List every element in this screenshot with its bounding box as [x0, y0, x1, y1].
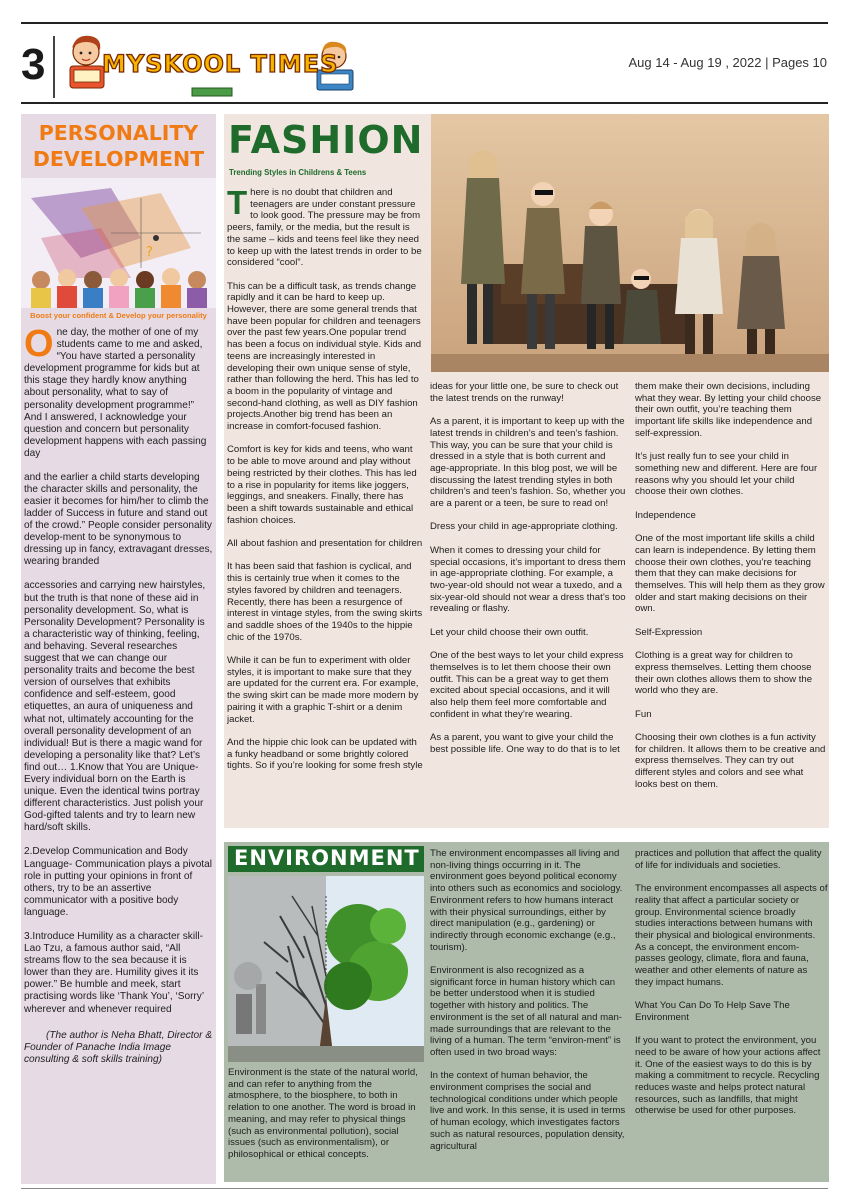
svg-text:?: ?: [146, 245, 153, 260]
fashion-paragraph: Let your child choose their own outfit.: [430, 626, 589, 638]
personality-paragraph: 3.Introduce Humility as a character skill- Lao Tzu, a famous author said, “All streams flow to the sea because it is lower than they are. Humility gives it its power.” Be humble and meek, start practising words like ‘Thank You’, ‘Sorry’ wherever and whenever required: [24, 931, 204, 1015]
personality-paragraph: and the earlier a child starts developing the character skills and personality, the easier it becomes for him/her to climb the ladder of Success in future and stand out of the crowd.” People consider personality develop-ment to be synonymous to dressing up in fancy, extravagant dresses, wearing branded: [24, 471, 213, 568]
masthead-bottom-rule: [21, 102, 828, 104]
environment-paragraph: practices and pollution that affect the quality of life for individuals and societies.: [635, 848, 822, 871]
environment-column-1: [228, 1067, 424, 1179]
personality-title: [21, 120, 216, 172]
fashion-column-3: [635, 381, 828, 826]
fashion-dropcap: T: [227, 187, 248, 221]
issue-date-pages: Aug 14 - Aug 19 , 2022 | Pages 10: [628, 55, 827, 70]
page-number: 3: [21, 40, 46, 89]
environment-column-2: [430, 848, 626, 1178]
fashion-paragraph: ideas for your little one, be sure to check out the latest trends on the runway!: [430, 381, 619, 404]
fashion-paragraph: As a parent, it is important to keep up with the latest trends in children’s and teen’s fashion. This way, you can be sure that your child is dressed in a style that is both current and age-appropriate. In this blog post, we will be discussing the latest trending styles in both children’s and teen’s fashion. So, whether you are a parent or a teen, be sure to read on!: [430, 416, 626, 510]
fashion-photo: [431, 114, 829, 372]
fashion-subheading: Fun: [635, 708, 652, 720]
environment-paragraph: In the context of human behavior, the environment comprises the social and technological conditions under which people live and work. In this sense, it is used in terms of human ecology, which investigates factors such as natural resources, population density, agricultural: [430, 1070, 626, 1152]
environment-title: ENVIRONMENT: [234, 846, 420, 870]
personality-first-text: ne day, the mother of one of my students came to me and asked, “You have started a personality development programme for kids but at this stage they hardly know anything about personality, what to say of personality development programme!” And I answered, I acknowledge your question and concern but personality development happens with each passing day: [24, 327, 207, 459]
fashion-paragraph: them make their own decisions, including what they wear. By letting your child choose their own outfit, you’re teaching them important life skills like independence and self-expression.: [635, 381, 822, 439]
fashion-paragraph: While it can be fun to experiment with older styles, it is important to make sure that they are updated for the current era. For example, the swing skirt can be made more modern by pairing it with a graphic T-shirt or a denim jacket.: [227, 655, 419, 725]
environment-subheading: What You Can Do To Help Save The Environment: [635, 1000, 790, 1023]
environment-column-3: [635, 848, 828, 1178]
fashion-first-paragraph: [227, 187, 423, 269]
fashion-subtitle: Trending Styles in Childrens & Teens: [229, 168, 367, 177]
fashion-title: FASHION: [228, 118, 424, 162]
fashion-paragraph: It has been said that fashion is cyclical, and this is certainly true when it comes to the styles favored by children and teenagers. Recently, there has been a resurgence of interest in vintage styles, from the swing skirts and saddle shoes of the 1940s to the hippie chic of the 1970s.: [227, 561, 423, 643]
environment-paragraph: The environment encompasses all living and non-living things occurring in it. The environment goes beyond political economy into others such as economics and sociology. Environment refers to how humans interact with their physical surroundings, either by direct manipulation (e.g., gardening) or indirectly through economic exchange (e.g., tourism).: [430, 848, 623, 953]
personality-caption: Boost your confident & Develop your personality: [30, 311, 207, 320]
fashion-paragraph: Clothing is a great way for children to express themselves. Letting them choose their own clothes allows them to show the world who they are.: [635, 650, 813, 697]
fashion-paragraph: All about fashion and presentation for children: [227, 538, 423, 550]
bottom-rule: [21, 1188, 828, 1189]
fashion-paragraph: It’s just really fun to see your child in something new and different. Here are four reasons why you should let your child choose their own clothes.: [635, 451, 818, 498]
personality-body: [24, 327, 213, 1172]
environment-paragraph: Environment is also recognized as a significant force in human history which can be better understood when it is studied together with history and politics. The environment is the set of all natural and man-made surroundings that are relevant to the living of a human. The term “environ-ment” is often used in two broad ways:: [430, 965, 622, 1058]
personality-first-paragraph: [24, 327, 213, 460]
personality-image: [21, 178, 216, 308]
personality-author-note: (The author is Neha Bhatt, Director & Founder of Panache India Image consulting & soft skills training): [24, 1029, 213, 1065]
fashion-kids-illustration: [431, 114, 829, 372]
environment-title-bar: [228, 846, 424, 872]
personality-title-line2: DEVELOPMENT: [32, 147, 205, 171]
fashion-paragraph: And the hippie chic look can be updated with a funky headband or some brightly colored tights. So if you’re looking for some fresh style: [227, 736, 423, 772]
personality-illustration: [21, 178, 216, 308]
personality-title-line1: PERSONALITY: [38, 121, 199, 145]
fashion-paragraph: Choosing their own clothes is a fun activity for children. It allows them to be creative and express themselves. They can try out different styles and colors and see what looks best on them.: [635, 731, 826, 790]
logo-text: MYSKOOL TIMES: [102, 50, 339, 78]
fashion-paragraph: This can be a difficult task, as trends change rapidly and it can be hard to keep up. However, there are some general trends that have been popular for children and teenagers over the past few years.One popular trend has been a focus on individual style. Kids and teens are increasingly interested in developing their own unique sense of style, rather than following the herd. This has led to a boom in the popularity of vintage and second-hand clothing, as well as DIY fashion projects.Another big trend has been an increase in comfort-focused fashion.: [227, 280, 422, 433]
fashion-paragraph: One of the best ways to let your child express themselves is to let them choose their own outfit. This can be a great way to get them excited about special occasions, and it will also help them feel more comfortable and confident in what they’re wearing.: [430, 650, 624, 720]
personality-paragraph: accessories and carrying new hairstyles, but the truth is that none of these aid in personality development. So, what is Personality Development? Personality is a characteristic way of thinking, feeling, and behaving. Several researches suggest that we can change our personality traits and become the best version of ourselves that exhibits confidence and self-esteem, good etiquettes, an aura of uniqueness and what not, ultimately accounting for the overall personality development of an individual! But is there a magic wand for developing a personality like that? Let’s find out… 1.Know that You are Unique- Every individual born on the Earth is unique. Even the identical twins portray different characteristics. Just polish your God-gifted talents and try to learn new hard/soft skills.: [24, 580, 206, 834]
fashion-paragraph: Dress your child in age-appropriate clothing.: [430, 521, 618, 533]
personality-paragraph: 2.Develop Communication and Body Language- Communication plays a pivotal role in putting your opinions in front of others, try to be an assertive communicator with a positive body language.: [24, 846, 212, 918]
fashion-subheading: Independence: [635, 509, 696, 521]
fashion-first-text: here is no doubt that children and teenagers are under constant pressure to look good. The pressure may be from peers, family, or the media, but the result is the same – kids and teens feel like they need to keep up with the latest trends in order to be considered “cool”.: [227, 187, 422, 269]
environment-tree-illustration: [228, 876, 424, 1062]
fashion-column-1: [227, 187, 423, 823]
environment-paragraph: Environment is the state of the natural world, and can refer to anything from the atmosphere, to the biosphere, to both in relation to one another. The word is broad in meaning, and may refer to physical things (such as environmental pollution), social issues (such as environmentalism), or philosophical or ethical concepts.: [228, 1067, 418, 1160]
environment-image: [228, 876, 424, 1062]
environment-paragraph: The environment encompasses all aspects of reality that affect a particular society or group. Environmental science broadly studies interactions between humans with their physical and biological environments. As a concept, the environment encom-passes geology, climate, flora and fauna, weather and other elements of nature as they impact humans.: [635, 883, 828, 988]
fashion-paragraph: When it comes to dressing your child for special occasions, it’s important to dress them in age-appropriate clothing. For example, a two-year-old should not wear a tuxedo, and a six-year-old should not wear a dress that’s too revealing or flashy.: [430, 544, 626, 615]
personality-dropcap: O: [24, 327, 54, 365]
fashion-paragraph: As a parent, you want to give your child the best possible life. One way to do that is to let: [430, 732, 620, 755]
fashion-paragraph: One of the most important life skills a child can learn is independence. By letting them choose their own clothes, you’re teaching them that they can make decisions for themselves. This will help them as they grow older and start making decisions on their own.: [635, 533, 825, 615]
logo: [62, 30, 362, 100]
environment-paragraph: If you want to protect the environment, you need to be aware of how your actions affect it. One of the easiest ways to do this is by making a commitment to recycle. Recycling reduces waste and helps protect natural resources, such as landfills, that might otherwise be used for other purposes.: [635, 1035, 821, 1117]
masthead-divider: [53, 36, 55, 98]
fashion-column-2: [430, 381, 626, 826]
top-rule: [21, 22, 828, 24]
fashion-paragraph: Comfort is key for kids and teens, who want to be able to move around and play without being restricted by their clothes. This has led to a rise in popularity for items like joggers, leggings, and sneakers. Finally, there has been a shift towards sustainable and ethical fashion choices.: [227, 444, 417, 526]
fashion-subheading: Self-Expression: [635, 626, 703, 638]
